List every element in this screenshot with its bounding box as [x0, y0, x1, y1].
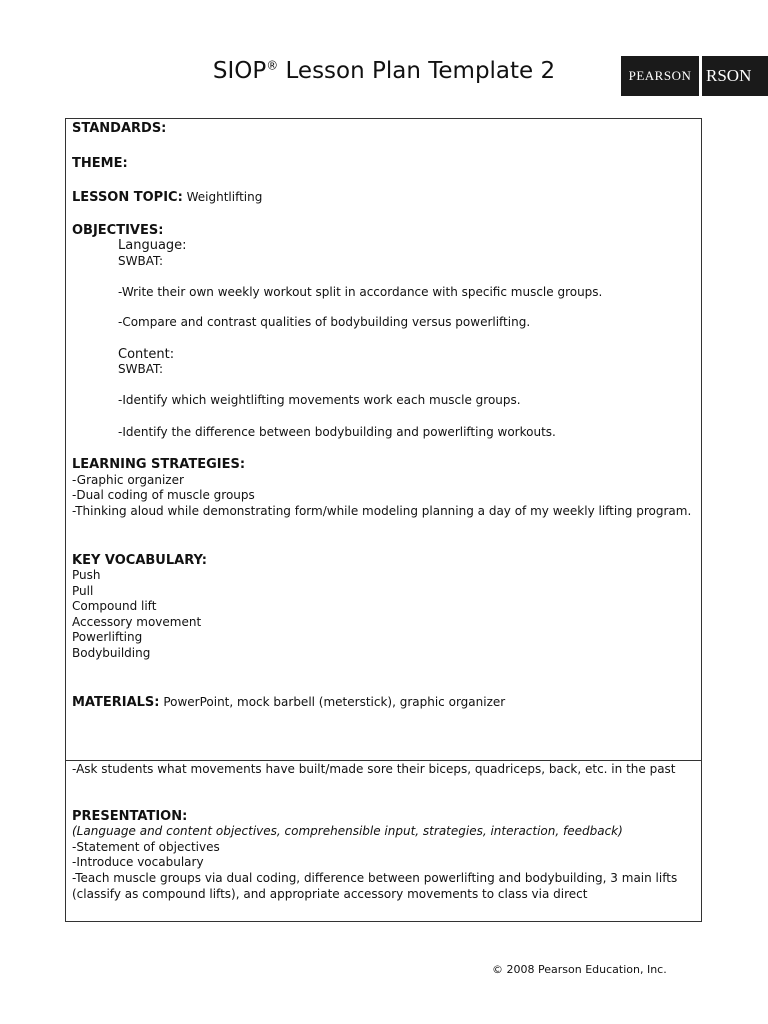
- language-item: -Compare and contrast qualities of bodybuilding versus powerlifting.: [118, 315, 531, 330]
- second-section: [72, 762, 692, 902]
- language-swbat: SWBAT:: [118, 253, 164, 268]
- objectives-heading: OBJECTIVES:: [72, 222, 164, 238]
- section-divider: [65, 760, 702, 761]
- materials: MATERIALS: PowerPoint, mock barbell (meterstick), graphic organizer: [72, 694, 506, 710]
- presentation-note: (Language and content objectives, comprehensible input, strategies, interaction, feedback): [72, 824, 623, 839]
- page-title: SIOP® Lesson Plan Template 2: [212, 58, 556, 84]
- strategy-item: -Dual coding of muscle groups: [72, 488, 255, 503]
- content-item: -Identify the difference between bodybuilding and powerlifting workouts.: [118, 424, 556, 439]
- content-swbat: SWBAT:: [118, 362, 164, 377]
- presentation-item: -Introduce vocabulary: [72, 855, 204, 870]
- vocabulary-item: Accessory movement: [72, 614, 202, 629]
- key-vocabulary-heading: KEY VOCABULARY:: [72, 552, 207, 568]
- content-label: Content:: [118, 346, 175, 362]
- learning-strategies-heading: LEARNING STRATEGIES:: [72, 457, 246, 473]
- pearson-logo: [621, 56, 768, 96]
- lesson-topic: LESSON TOPIC: Weightlifting: [72, 190, 263, 206]
- vocabulary-item: Pull: [72, 583, 94, 598]
- presentation-item: -Teach muscle groups via dual coding, difference between powerlifting and bodybuilding, 3 main lifts (classify as compound lifts), and appropriate accessory movements to class via direct: [72, 870, 678, 901]
- logo-left: PEARSON: [621, 56, 699, 96]
- copyright-footer: © 2008 Pearson Education, Inc.: [492, 963, 667, 976]
- vocabulary-item: Push: [72, 568, 101, 583]
- standards-heading: STANDARDS:: [72, 121, 167, 136]
- content-item: -Identify which weightlifting movements work each muscle groups.: [118, 392, 521, 407]
- presentation-heading: PRESENTATION:: [72, 808, 188, 824]
- language-label: Language:: [118, 238, 187, 254]
- presentation-item: -Statement of objectives: [72, 839, 220, 854]
- vocabulary-item: Powerlifting: [72, 630, 143, 645]
- vocabulary-item: Bodybuilding: [72, 646, 151, 661]
- logo-right: RSON: [702, 56, 768, 96]
- language-item: -Write their own weekly workout split in accordance with specific muscle groups.: [118, 284, 603, 299]
- theme-heading: THEME:: [72, 155, 128, 171]
- vocabulary-item: Compound lift: [72, 599, 157, 614]
- strategy-item: -Thinking aloud while demonstrating form/while modeling planning a day of my weekly lifting program.: [72, 503, 692, 518]
- intro-item: -Ask students what movements have built/made sore their biceps, quadriceps, back, etc. in the past: [72, 762, 676, 776]
- plan-section: [72, 121, 692, 710]
- strategy-item: -Graphic organizer: [72, 472, 184, 487]
